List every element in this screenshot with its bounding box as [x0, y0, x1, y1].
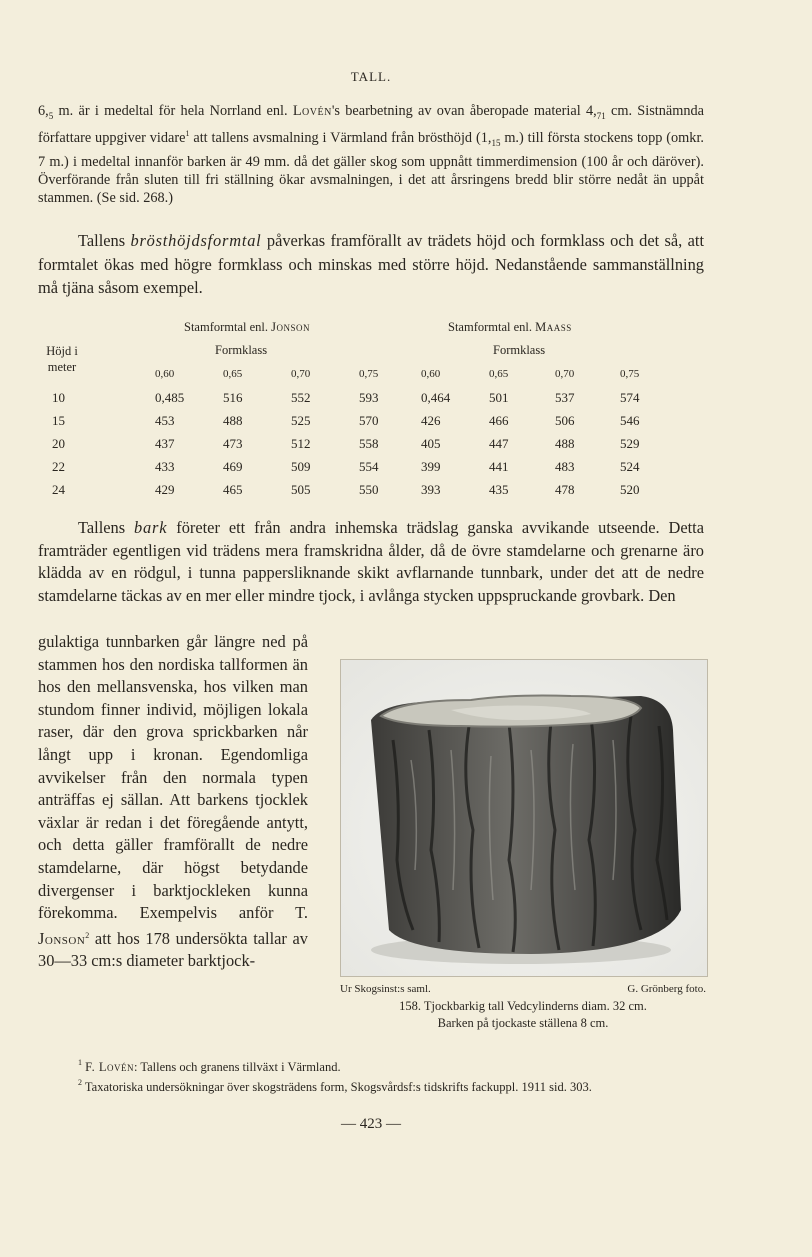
table-cell: 465: [223, 482, 243, 497]
key-term: bark: [134, 518, 168, 537]
credit-photographer: G. Grönberg foto.: [627, 983, 706, 995]
table-cell: 393: [421, 482, 441, 497]
table-cell: 512: [291, 436, 311, 451]
paragraph-bark: Tallens bark företer ett från andra inhemska trädslag ganska avvikande utseende. Detta framträder egentligen vid trädens mera framskridna ålder, då de övre stamdelarne och grenarne äro klädda av en rödgul, i tunna pappersliknande skikt avflarnande tunnbark, under det att de nedre stamdelarne täckas av en mer eller mindre tjock, i avlånga stycken uppspruckande grovbark. Den: [38, 518, 705, 605]
table-cell: 429: [155, 482, 175, 497]
table-row: [38, 459, 704, 481]
row-header-height: Höjd i meter: [46, 344, 78, 374]
paragraph-form-factor: Tallens brösthöjdsformtal påverkas framförallt av trädets höjd och formklass och det så, att formtalet ökas med högre formklass och minskas med större höjd. Nedanstående sammanställning må tjäna såsom exempel.: [38, 231, 704, 297]
footnote-1: $^1$ F. Lovén: Tallens och granens tillväxt i Värmland.: [78, 1058, 341, 1074]
table-cell: 554: [359, 459, 379, 474]
table-cell: 488: [555, 436, 575, 451]
subheader-formklass-2: Formklass: [493, 343, 546, 357]
table-cell: 488: [223, 413, 243, 428]
table-cell: 469: [223, 459, 243, 474]
table-cell: 570: [359, 413, 379, 428]
table-cell: 558: [359, 436, 379, 451]
table-cell: 405: [421, 436, 441, 451]
column-header-formklass: 0,70: [555, 368, 575, 380]
table-cell: 509: [291, 459, 311, 474]
author-name: Jonson: [38, 928, 86, 948]
group-header-jonson: Stamformtal enl. Jonson: [184, 320, 311, 334]
table-cell: 453: [155, 413, 175, 428]
column-header-formklass: 0,75: [359, 368, 379, 380]
footnote-ref-2[interactable]: 2: [85, 930, 90, 940]
page-number: — 423 —: [341, 1116, 401, 1132]
table-cell: 506: [555, 413, 575, 428]
table-cell: 466: [489, 413, 509, 428]
table-cell: 537: [555, 390, 575, 405]
column-header-formklass: 0,70: [291, 368, 311, 380]
table-row: [38, 390, 704, 412]
table-cell: 524: [620, 459, 640, 474]
subheader-formklass-1: Formklass: [215, 343, 268, 357]
running-title: TALL.: [350, 69, 392, 84]
table-cell: 550: [359, 482, 379, 497]
table-cell: 0,464: [421, 390, 451, 405]
footnote-2: $^2$ Taxatoriska undersökningar över skogsträdens form, Skogsvårdsf:s tidskrifts fackuppl. 1911 sid. 303.: [78, 1078, 592, 1094]
bark-log-illustration: [341, 660, 707, 976]
table-cell: 593: [359, 390, 379, 405]
table-cell: 505: [291, 482, 311, 497]
footnotes: [38, 1055, 704, 1095]
row-height-value: 10: [52, 390, 65, 405]
table-cell: 473: [223, 436, 243, 451]
row-height-value: 22: [52, 459, 65, 474]
table-cell: 435: [489, 482, 509, 497]
table-cell: 437: [155, 436, 175, 451]
caption-line-2: Barken på tjockaste ställena 8 cm.: [437, 1016, 609, 1030]
row-height-value: 20: [52, 436, 65, 451]
table-cell: 441: [489, 459, 509, 474]
table-cell: 574: [620, 390, 640, 405]
table-row: [38, 482, 704, 504]
column-header-formklass: 0,75: [620, 368, 640, 380]
table-cell: 0,485: [155, 390, 185, 405]
table-cell: 552: [291, 390, 311, 405]
group-header-maass: Stamformtal enl. Maass: [448, 320, 572, 334]
paragraph-bark-continued: gulaktiga tunnbarken går längre ned på stammen hos den nordiska tallformen än hos den mellansvenska, hos vilken man stundom finner individ, möjligen lokala raser, där den grova sprickbarken når långt upp i kronan. Egendomliga avvikelser från den normala typen anträffas ej sällan. Att barkens tjocklek växlar är redan i det föregående antytt, och detta gäller framförallt de nedre stamdelarne, där högst betydande divergenser i barktjockleken kunna förekomma. Exempelvis anför T. Jonson$^2$ att hos 178 undersökta tallar av 30—33 cm:s diameter barktjock-: [38, 632, 308, 971]
book-page: [38, 0, 704, 1257]
credit-source: Ur Skogsinst:s saml.: [340, 983, 431, 995]
column-header-formklass: 0,60: [155, 368, 175, 380]
form-factor-table: [38, 318, 704, 503]
photo-thick-bark-pine: [340, 659, 708, 977]
author-name: Lovén: [292, 103, 332, 119]
column-header-formklass: 0,65: [489, 368, 509, 380]
table-cell: 433: [155, 459, 175, 474]
table-cell: 501: [489, 390, 509, 405]
table-cell: 525: [291, 413, 311, 428]
table-row: [38, 436, 704, 458]
column-header-formklass: 0,65: [223, 368, 243, 380]
table-cell: 483: [555, 459, 575, 474]
figure-caption: [340, 998, 706, 1032]
table-cell: 399: [421, 459, 441, 474]
key-term: brösthöjdsformtal: [130, 231, 262, 250]
caption-line-1: 158. Tjockbarkig tall Vedcylinderns diam. 32 cm.: [399, 999, 647, 1013]
table-cell: 478: [555, 482, 575, 497]
row-height-value: 15: [52, 413, 65, 428]
column-header-formklass: 0,60: [421, 368, 441, 380]
footnote-ref-1[interactable]: 1: [185, 129, 190, 139]
table-cell: 546: [620, 413, 640, 428]
table-cell: 520: [620, 482, 640, 497]
table-cell: 529: [620, 436, 640, 451]
row-height-value: 24: [52, 482, 65, 497]
table-cell: 426: [421, 413, 441, 428]
paragraph-taper: $6,_5$ m. är i medeltal för hela Norrland enl. Lovén's bearbetning av ovan åberopade material $4,_{71}$ cm. Sistnämnda författare uppgiver vidare$^1$ att tallens avsmalning i Värmland från brösthöjd ($1,_{15}$ m.) till första stockens topp (omkr. 7 m.) i medeltal innanför barken är 49 mm. då det gäller skog som uppnått timmerdimension (100 år och däröver). Överförande från sluten till fri ställning ökar avsmalningen, i det att årsringens bredd blir större nedåt än uppåt stammen. (Se sid. 268.): [38, 103, 705, 207]
table-cell: 516: [223, 390, 243, 405]
table-row: [38, 413, 704, 435]
table-cell: 447: [489, 436, 509, 451]
